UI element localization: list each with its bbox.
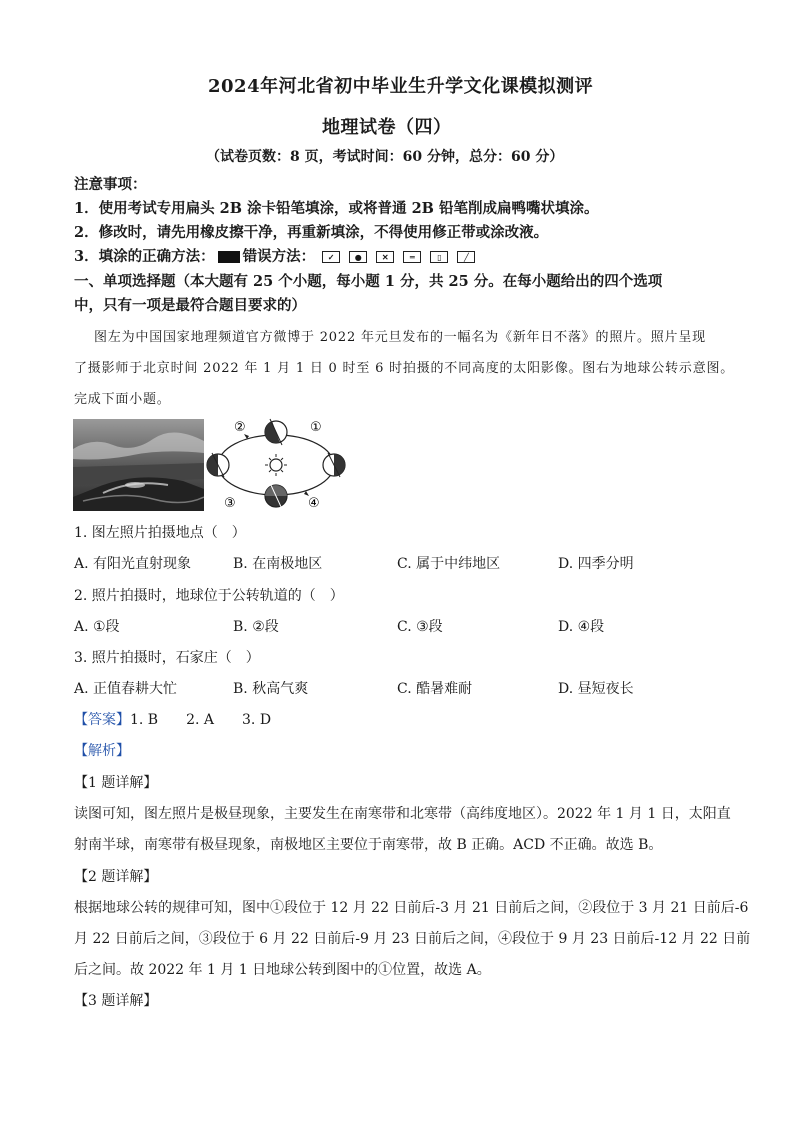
answer-tag: 【答案】 bbox=[74, 712, 130, 728]
exam-subtitle: 地理试卷（四） bbox=[322, 117, 452, 138]
note-item-1: 1．使用考试专用扁头 2B 涂卡铅笔填涂，或将普通 2B 铅笔削成扁鸭嘴状填涂。 bbox=[74, 200, 599, 217]
wrong-partial-mark-icon: ▯ bbox=[430, 251, 448, 263]
question-1-option-b: B. 在南极地区 bbox=[233, 556, 323, 572]
detail-2-line-1: 根据地球公转的规律可知，图中①段位于 12 月 22 日前后-3 月 21 日前后之间，②段位于 3 月 21 日前后-6 bbox=[74, 900, 749, 916]
earth-bottom-icon bbox=[265, 483, 287, 509]
detail-1-line-1: 读图可知，图左照片是极昼现象，主要发生在南寒带和北寒带（高纬度地区）。2022 年 1 月 1 日，太阳直 bbox=[74, 806, 731, 822]
question-2-option-b: B. ②段 bbox=[233, 619, 279, 635]
question-2-option-c: C. ③段 bbox=[397, 619, 443, 635]
note-item-2: 2．修改时，请先用橡皮擦干净，再重新填涂，不得使用修正带或涂改液。 bbox=[74, 224, 549, 241]
correct-fill-sample bbox=[218, 251, 240, 263]
section-1-heading-line1: 一、单项选择题（本大题有 25 个小题，每小题 1 分，共 25 分。在每小题给出的四个选项 bbox=[74, 273, 663, 290]
detail-1-line-2: 射南半球，南寒带有极昼现象，南极地区主要位于南寒带，故 B 正确。ACD 不正确。故选 B。 bbox=[74, 837, 663, 853]
segment-label-4: ④ bbox=[308, 496, 320, 511]
section-1-heading-line2: 中，只有一项是最符合题目要求的） bbox=[74, 297, 306, 314]
detail-1-heading: 【1 题详解】 bbox=[74, 775, 158, 791]
segment-label-2: ② bbox=[234, 420, 246, 435]
question-3-option-d: D. 昼短夜长 bbox=[558, 681, 634, 697]
question-1-option-a: A. 有阳光直射现象 bbox=[74, 556, 192, 572]
earth-revolution-diagram bbox=[204, 417, 354, 513]
exam-title: 2024年河北省初中毕业生升学文化课模拟测评 bbox=[208, 76, 594, 97]
detail-2-line-3: 后之间。故 2022 年 1 月 1 日地球公转到图中的①位置，故选 A。 bbox=[74, 962, 491, 978]
question-1-option-c: C. 属于中纬地区 bbox=[397, 556, 501, 572]
earth-top-icon bbox=[262, 419, 287, 446]
question-3-option-c: C. 酷暑难耐 bbox=[397, 681, 473, 697]
detail-2-line-2: 月 22 日前后之间，③段位于 6 月 22 日前后-9 月 23 日前后之间，④段位于 9 月 23 日前后-12 月 22 日前 bbox=[74, 931, 751, 947]
detail-2-heading: 【2 题详解】 bbox=[74, 869, 158, 885]
intro-line-2: 了摄影师于北京时间 2022 年 1 月 1 日 0 时至 6 时拍摄的不同高度的太阳影像。图右为地球公转示意图。 bbox=[74, 361, 735, 376]
earth-left-icon bbox=[207, 453, 229, 477]
note-item-3 bbox=[74, 245, 477, 266]
earth-right-icon bbox=[323, 453, 345, 477]
segment-label-3: ③ bbox=[224, 496, 236, 511]
sun-icon bbox=[265, 454, 287, 476]
intro-line-1: 图左为中国国家地理频道官方微博于 2022 年元旦发布的一幅名为《新年日不落》的照片。照片呈现 bbox=[94, 330, 706, 345]
question-3-option-b: B. 秋高气爽 bbox=[233, 681, 309, 697]
question-3-option-a: A. 正值春耕大忙 bbox=[74, 681, 178, 697]
wrong-check-mark-icon: ✓ bbox=[322, 251, 340, 263]
wrong-line-mark-icon: ═ bbox=[403, 251, 421, 263]
wrong-slash-mark-icon: ╱ bbox=[457, 251, 475, 263]
question-2-stem: 2. 照片拍摄时，地球位于公转轨道的（ ） bbox=[74, 588, 344, 604]
notes-heading: 注意事项： bbox=[74, 176, 147, 193]
note-item-3-wrong: 错误方法： bbox=[242, 248, 316, 265]
answer-row bbox=[74, 709, 271, 729]
wrong-cross-mark-icon: ✕ bbox=[376, 251, 394, 263]
note-item-3-prefix: 3．填涂的正确方法： bbox=[74, 248, 215, 265]
answer-values: 1. B 2. A 3. D bbox=[130, 712, 272, 728]
question-1-stem: 1. 图左照片拍摄地点（ ） bbox=[74, 525, 246, 541]
question-2-option-a: A. ①段 bbox=[74, 619, 120, 635]
midnight-sun-photo bbox=[73, 419, 204, 511]
intro-line-3: 完成下面小题。 bbox=[74, 392, 171, 407]
question-2-option-d: D. ④段 bbox=[558, 619, 605, 635]
analysis-tag: 【解析】 bbox=[74, 743, 130, 759]
wrong-dot-mark-icon: ● bbox=[349, 251, 367, 263]
exam-info: （试卷页数：8 页，考试时间：60 分钟，总分：60 分） bbox=[206, 149, 564, 165]
question-1-option-d: D. 四季分明 bbox=[558, 556, 634, 572]
detail-3-heading: 【3 题详解】 bbox=[74, 993, 158, 1009]
segment-label-1: ① bbox=[310, 420, 322, 435]
question-3-stem: 3. 照片拍摄时，石家庄（ ） bbox=[74, 650, 260, 666]
